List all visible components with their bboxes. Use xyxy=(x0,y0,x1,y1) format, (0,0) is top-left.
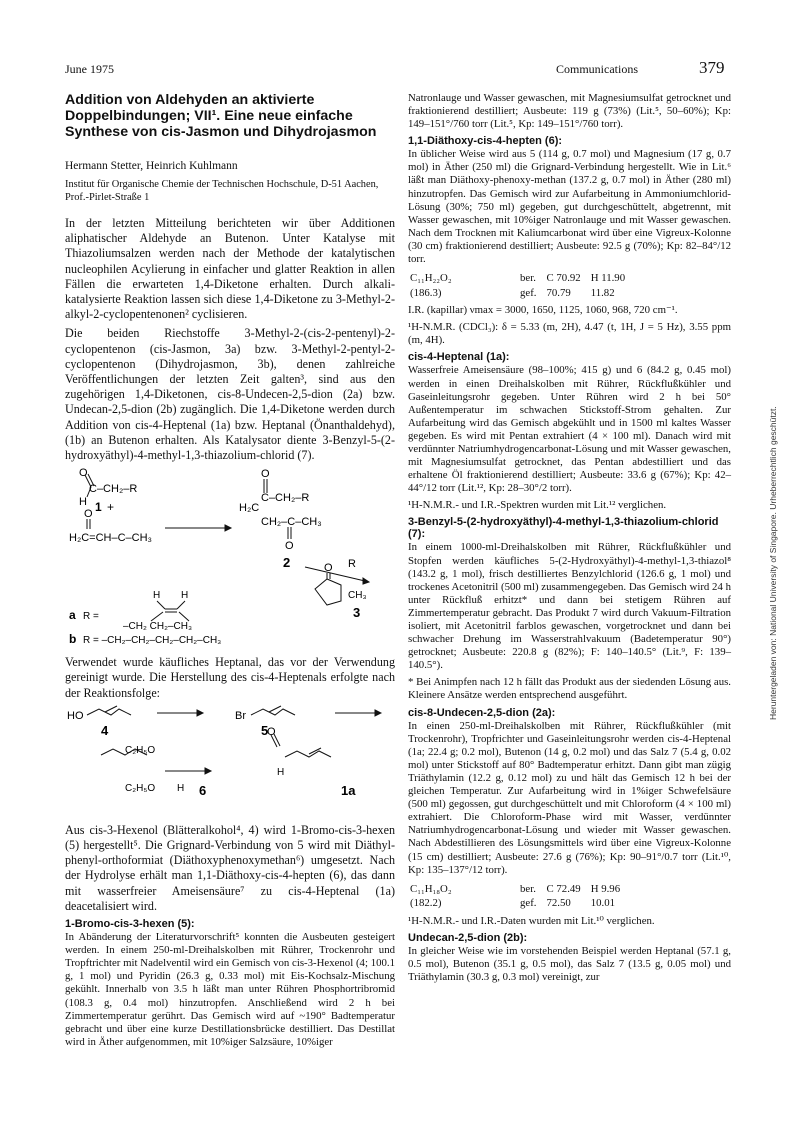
section-2a-nmr: ¹H-N.M.R.- und I.R.-Daten wurden mit Lit.¹⁰ verglichen. xyxy=(408,914,655,927)
scheme1-o-3: O xyxy=(261,468,270,481)
scheme1-label-12: 3 xyxy=(353,605,361,621)
scheme1-label-4: + xyxy=(107,500,115,515)
scheme2-n5: 5 xyxy=(261,722,269,738)
header-journal: Communications xyxy=(556,62,638,76)
authors: Hermann Stetter, Heinrich Kuhlmann xyxy=(65,160,238,172)
intro-paragraph-2: Die beiden Riechstoffe 3-Methyl-2-(cis-2-pentenyl)-2-cyclopentenon (cis-Jasmon, 3a) bzw. 3-Methyl-2-pentyl-2-cyclopentenon (Dihydrojasmon, 3b), denen zahlreiche Veröffentlichungen der letzten Zeit galten³, sind aus den zugehörigen 1,4-Diketonen, cis-8-Undecen-2,5-dion (2a) bzw. Undecan-2,5-dion (2b) zugänglich. Die 1,4-Diketone werden durch Addition von cis-4-Heptenal (1a) bzw. Heptanal (Önanthaldehyd), (1b) an Butenon erhalten. Als Katalysator diente 3-Benzyl-5-(2-hydroxyäthyl)-4-methyl-1,3-thiazolium-chlorid (7). xyxy=(65,326,395,463)
scheme1-label-7: C–CH₂–R xyxy=(261,492,310,505)
download-notice xyxy=(757,360,778,720)
anal2a-gef: gef. xyxy=(520,897,537,910)
scheme1-o-2: O xyxy=(84,508,93,521)
analysis-table-6 xyxy=(408,270,635,301)
scheme2-c2h5o-1: C₂H₅O xyxy=(125,744,156,756)
reaction-scheme-1 xyxy=(65,467,395,649)
scheme1-label-2: H xyxy=(79,496,87,509)
section-bromo-text: In Abänderung der Literaturvorschrift⁵ konnten die Ausbeuten gesteigert werden. In einem 250-ml-Dreihalskolben mit Rührer, Trockenrohr und Tropftrichter mit Nadelventil wird ein Gemisch von cis-3-Hexenol (4; 100.1 g, 1 mol) und Pyridin (26.3 g, 0.33 mol) mit Eis-Kochsalz-Mischung gekühlt. Innerhalb von 3.5 h läßt man unter Rühren Phosphortribromid (108.3 g, 0.4 mol) hinzutropfen. Anschließend wird 2 h bei Zimmertemperatur gerührt. Das Gemisch wird auf ~190° Badtemperatur gebracht und über eine kurze Destillationsbrücke destilliert. Das Destillat wird in Äther aufgenommen, mit 10%iger Salzsäure, 10%iger xyxy=(65,931,395,1048)
header-date: June 1975 xyxy=(65,62,114,76)
scheme1-label-11: CH₃ xyxy=(348,590,367,602)
scheme1-a-h-2: H xyxy=(181,590,189,602)
scheme1-label-8: CH₂–C–CH₃ xyxy=(261,516,322,529)
section-6-text: In üblicher Weise wird aus 5 (114 g, 0.7 mol) und Magnesium (17 g, 0.7 mol) in Äther (250 ml) die Grignard-Verbindung hergestellt. Wie in Lit.⁶ läßt man Diäthoxy-phenoxy-methan (137.2 g, 0.7 mol) in Äther (280 ml) hinzutropfen. Das Gemisch wird zur Aufarbeitung in Ammoniumchlorid-Lösung (30%; 750 ml) gegeben, gut durchgeschüttelt, abgetrennt, mit Wasser gewaschen, mit 10%iger Natronlauge und mit Wasser gewaschen. Nach dem Trocknen mit Kaliumcarbonat wird über eine Vigreux-Kolonne (30 cm) fraktionierend destilliert; Ausbeute: 92.5 g (70%); Kp: 82–84°/12 torr. xyxy=(408,148,731,266)
scheme1-a-text: R = xyxy=(83,611,99,623)
anal2a-h-ber: H 9.96 xyxy=(590,882,621,895)
scheme1-label-6: H₂C xyxy=(239,502,260,515)
scheme2-n4: 4 xyxy=(101,722,109,738)
section-1a-nmr: ¹H-N.M.R.- und I.R.-Spektren wurden mit Lit.¹² verglichen. xyxy=(408,499,667,512)
anal6-formula: C₁₁H₂₂O₂ xyxy=(410,272,452,285)
scheme2-h: H xyxy=(177,782,185,794)
anal6-c-ber: C 70.92 xyxy=(546,272,581,285)
scheme1-label-9: 2 xyxy=(283,555,291,571)
section-6-nmr: ¹H-N.M.R. (CDCl₃): δ = 5.33 (m, 2H), 4.47 (t, 1H, J = 5 Hz), 3.55 ppm (m, 4H). xyxy=(408,321,731,347)
scheme1-o-5: O xyxy=(324,562,333,575)
section-2a-title: cis-8-Undecen-2,5-dion (2a): xyxy=(408,706,556,719)
scheme1-b-text: R = –CH₂–CH₂–CH₂–CH₂–CH₃ xyxy=(83,635,222,647)
scheme2-n6: 6 xyxy=(199,782,207,798)
after-scheme-paragraph: Aus cis-3-Hexenol (Blätteralkohol⁴, 4) wird 1-Bromo-cis-3-hexen (5) hergestellt⁵. Die Grignard-Verbindung von 5 wird mit Diäthyl-phenyl-orthoformiat (Diäthoxyphenoxymethan⁶) umgesetzt. Nach der Hydrolyse erhält man 1,1-Diäthoxy-cis-4-hepten (6), das dann mit wasserfreier Ameisensäure⁷ zu cis-4-Heptenal (1a) deacetalisiert wird. xyxy=(65,822,395,913)
scheme2-c2h5o-2: C₂H₅O xyxy=(125,782,156,794)
scheme1-a-label: a xyxy=(69,608,76,623)
scheme1-label-10: R xyxy=(348,558,356,571)
footnote: * Bei Animpfen nach 12 h fällt das Produkt aus der siedenden Lösung aus. Kleinere Ansätze werden entsprechend ausgeführt. xyxy=(408,676,731,702)
affiliation: Institut für Organische Chemie der Technischen Hochschule, D-51 Aachen, Prof.-Pirlet-Straße 1 xyxy=(65,179,379,203)
anal6-c-gef: 70.79 xyxy=(546,286,571,299)
anal6-ber: ber. xyxy=(520,272,536,285)
right-top-paragraph: Natronlauge und Wasser gewaschen, mit Magnesiumsulfat getrocknet und fraktionierend destilliert; Ausbeute: 119 g (73%) (Lit.⁵, 50–60%); Kp: 149–151°/760 torr (Lit.⁵, Kp: 149–151°/760 torr). xyxy=(408,92,731,131)
scheme1-o-1: O xyxy=(79,467,88,480)
scheme2-n1a: 1a xyxy=(341,782,356,798)
scheme2-br: Br xyxy=(235,709,246,722)
scheme1-label-3: 1 xyxy=(95,500,102,515)
scheme1-label-5: H₂C=CH–C–CH₃ xyxy=(69,532,153,545)
scheme2-o: O xyxy=(267,725,276,738)
analysis-table-2a xyxy=(408,881,630,912)
anal2a-formula: C₁₁H₁₈O₂ xyxy=(410,882,452,895)
section-6-title: 1,1-Diäthoxy-cis-4-hepten (6): xyxy=(408,135,563,148)
section-bromo-title: 1-Bromo-cis-3-hexen (5): xyxy=(65,918,195,931)
left-column xyxy=(65,92,395,1053)
page-number: 379 xyxy=(699,58,725,77)
anal6-h-ber: H 11.90 xyxy=(590,272,626,285)
anal2a-c-ber: C 72.49 xyxy=(546,882,581,895)
anal2a-ber: ber. xyxy=(520,882,536,895)
scheme2-ho: HO xyxy=(67,709,84,722)
section-7-text: In einem 1000-ml-Dreihalskolben mit Rührer, Rückflußkühler und Stopfen werden käufliches 5-(2-Hydroxyäthyl)-4-methyl-1,3-thiazol⁸ (143.2 g, 1 mol), frisch destilliertes Benzylchlorid (126.6 g, 1 mol) und trockenes Acetonitril (500 ml) zusammengegeben. Das Gemisch wird 24 h unter Rückfluß erhitzt* und dann bei stetigem Rühren auf Zimmertemperatur gebracht. Das Produkt 7 wird durch Vakuum-Filtration isoliert, mit Acetonitril farblos gewaschen, vorgetrocknet und dann bei schwacher Drehung im Wasserstrahlvakuum (Badetemperatur 90°) getrocknet; Ausbeute: 220.8 g (82%); F: 140–140.5° (Lit.⁹, F: 139–140.5°). xyxy=(408,541,731,672)
scheme1-a-h-1: H xyxy=(153,590,161,602)
scheme1-b-label: b xyxy=(69,632,77,647)
section-7-title: 3-Benzyl-5-(2-hydroxyäthyl)-4-methyl-1,3-thiazolium-chlorid (7): xyxy=(408,516,719,541)
right-column xyxy=(408,92,731,988)
anal6-gef: gef. xyxy=(520,286,537,299)
section-2b-text: In gleicher Weise wie im vorstehenden Beispiel werden Heptanal (57.1 g, 0.5 mol), Butenon (35.1 g, 0.5 mol), das Salz 7 (13.5 g, 0.05 mol) und Triäthylamin (30.3 g, 0.3 mol) vereinigt, zur xyxy=(408,944,731,983)
section-6-ir: I.R. (kapillar) νmax = 3000, 1650, 1125, 1060, 968, 720 cm⁻¹. xyxy=(408,304,678,317)
download-notice-text: Heruntergeladen von: National University of Singapore. Urheberrechtlich geschützt. xyxy=(768,406,778,720)
section-2a-text: In einen 250-ml-Dreihalskolben mit Rührer, Rückflußkühler (mit Trockenrohr), Tropfrichter und Gaseinleitungsrohr werden cis-4-Heptenal (1a; 22.4 g; 0.2 mol), Butenon (14 g, 0.2 mol) und das Salz 7 (5.4 g, 0.02 mol) unter Stickstoff auf 80° Badtemperatur erhitzt. Dann gibt man zügig Triäthylamin (12.2 g, 0.12 mol) zu und hält das Gemisch 12 h bei der gleichen Temperatur. Zur Aufarbeitung wird in 1%iger Schwefelsäure (500 ml) gegossen, gut durchgeschüttelt und mit Chloroform (4 × 100 ml) extrahiert. Die Chloroform-Phase wird mit Wasser, verdünnter Natriumhydrogencarbonat-Lösung und wieder mit Wasser gewaschen. Nach Abdestillieren des Lösungsmittels wird über eine Vigreux-Kolonne (15 cm) destilliert; Ausbeute: 27.6 g (76%); Kp: 90–91°/0.7 torr (Lit.¹⁰, Kp: 135–137°/12 torr). xyxy=(408,719,731,876)
scheme2-h2: H xyxy=(277,766,285,778)
section-1a-text: Wasserfreie Ameisensäure (98–100%; 415 g) und 6 (84.2 g, 0.45 mol) werden in einen Dreihalskolben mit Rührer, Rückflußkühler und Gaseinleitungsrohr gegeben. Unter Rühren wird 2 h bei 50° Außentemperatur im schwachen Stickstoff-Strom gehalten. Zur Aufarbeitung wird das Gemisch abgekühlt und in 1500 ml kaltes Wasser gegeben. Es wird mit Pentan extrahiert (4 × 100 ml). Danach wird mit verdünnter Natriumhydrogencarbonat-Lösung und mit Wasser gewaschen, mit Magnesiumsulfat getrocknet, das Pentan abdestilliert und das erhaltene Öl fraktionierend destilliert; Ausbeute: 33.6 g (67%); Kp: 42–44°/12 torr (Lit.¹², Kp: 28–30°/2 torr). xyxy=(408,364,731,495)
section-1a-title: cis-4-Heptenal (1a): xyxy=(408,351,510,364)
mid-paragraph: Verwendet wurde käufliches Heptanal, das vor der Verwendung gereinigt wurde. Die Herstellung des cis-4-Heptenals erfolgte nach der Reaktionsfolge: xyxy=(65,655,395,700)
reaction-scheme-2 xyxy=(65,705,395,817)
anal2a-h-gef: 10.01 xyxy=(590,897,615,910)
anal6-mw: (186.3) xyxy=(410,286,442,299)
article-title: Addition von Aldehyden an aktivierte Doppelbindungen; VII¹. Eine neue einfache Synthese von cis-Jasmon und Dihydrojasmon xyxy=(65,92,377,140)
anal2a-mw: (182.2) xyxy=(410,897,442,910)
scheme1-a-group: –CH₂ CH₂–CH₃ xyxy=(123,621,193,633)
scheme1-label-1: C–CH₂–R xyxy=(89,483,138,496)
scheme1-o-4: O xyxy=(285,540,294,553)
section-2b-title: Undecan-2,5-dion (2b): xyxy=(408,931,528,944)
intro-paragraph-1: In der letzten Mitteilung berichteten wir über Additionen aliphatischer Aldehyde an Butenon. Unter Katalyse mit Thiazoliumsalzen werden nach der Methode der katalytischen nucleophilen Acylierung in einfacher und glatter Reaktion in allen Fällen die erwarteten 1,4-Diketone erhalten. Durch alkali-katalysierte Reaktion lassen sich diese 1,4-Diketone zu 3-Methyl-2-alkyl-2-cyclopentenonen² cyclisieren. xyxy=(65,216,395,322)
anal6-h-gef: 11.82 xyxy=(590,286,615,299)
anal2a-c-gef: 72.50 xyxy=(546,897,571,910)
